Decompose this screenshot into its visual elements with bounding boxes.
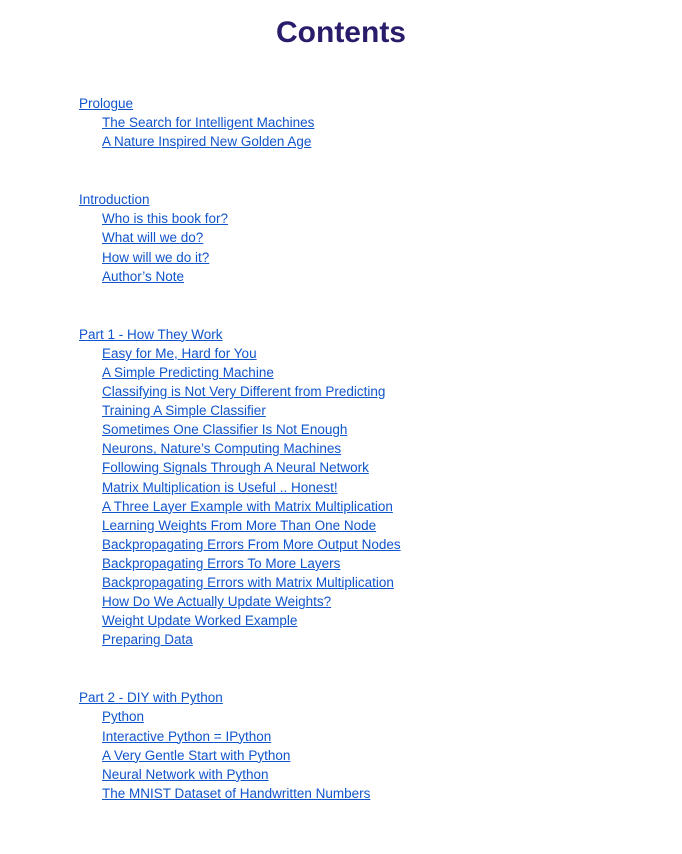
toc-item-link[interactable]: How Do We Actually Update Weights? [102, 594, 332, 610]
toc-item-link[interactable]: Following Signals Through A Neural Network [102, 460, 369, 476]
toc-heading-link[interactable]: Introduction [79, 192, 150, 208]
toc-item-link[interactable]: Python [102, 709, 145, 725]
toc-item-link[interactable]: A Nature Inspired New Golden Age [102, 134, 312, 150]
toc-item-link[interactable]: Interactive Python = IPython [102, 728, 272, 744]
toc-section-part-1 [79, 325, 639, 650]
toc-item-link[interactable]: Neural Network with Python [102, 766, 269, 782]
toc-item-link[interactable]: Who is this book for? [102, 211, 229, 227]
toc-item-link[interactable]: Preparing Data [102, 632, 193, 648]
toc-item-link[interactable]: Weight Update Worked Example [102, 613, 298, 629]
table-of-contents [79, 94, 639, 842]
toc-item-link[interactable]: The MNIST Dataset of Handwritten Numbers [102, 785, 371, 801]
toc-heading-link[interactable]: Prologue [79, 96, 134, 111]
toc-item-link[interactable]: A Three Layer Example with Matrix Multiplication [102, 498, 393, 514]
toc-item-link[interactable]: What will we do? [102, 230, 204, 246]
toc-item-link[interactable]: Author’s Note [102, 268, 185, 284]
toc-item-link[interactable]: Neurons, Nature’s Computing Machines [102, 441, 342, 457]
page-title: Contents [276, 16, 406, 49]
toc-item-link[interactable]: A Simple Predicting Machine [102, 364, 274, 380]
toc-item-link[interactable]: Learning Weights From More Than One Node [102, 517, 377, 533]
toc-item-link[interactable]: How will we do it? [102, 249, 210, 265]
toc-item-link[interactable]: Backpropagating Errors with Matrix Multiplication [102, 574, 394, 590]
toc-section-introduction [79, 190, 639, 285]
toc-heading-link[interactable]: Part 1 - How They Work [79, 326, 223, 342]
toc-item-link[interactable]: Sometimes One Classifier Is Not Enough [102, 422, 348, 438]
toc-item-link[interactable]: Backpropagating Errors From More Output Nodes [102, 536, 401, 552]
toc-section-part-2 [79, 688, 639, 803]
toc-section-prologue [79, 94, 639, 151]
toc-item-link[interactable]: The Search for Intelligent Machines [102, 115, 315, 131]
toc-item-link[interactable]: Classifying is Not Very Different from Predicting [102, 384, 386, 400]
toc-item-link[interactable]: Training A Simple Classifier [102, 403, 266, 419]
toc-item-link[interactable]: A Very Gentle Start with Python [102, 747, 291, 763]
toc-item-link[interactable]: Backpropagating Errors To More Layers [102, 555, 341, 571]
toc-item-link[interactable]: Easy for Me, Hard for You [102, 345, 257, 361]
toc-heading-link[interactable]: Part 2 - DIY with Python [79, 690, 223, 706]
toc-item-link[interactable]: Matrix Multiplication is Useful .. Honest! [102, 479, 338, 495]
